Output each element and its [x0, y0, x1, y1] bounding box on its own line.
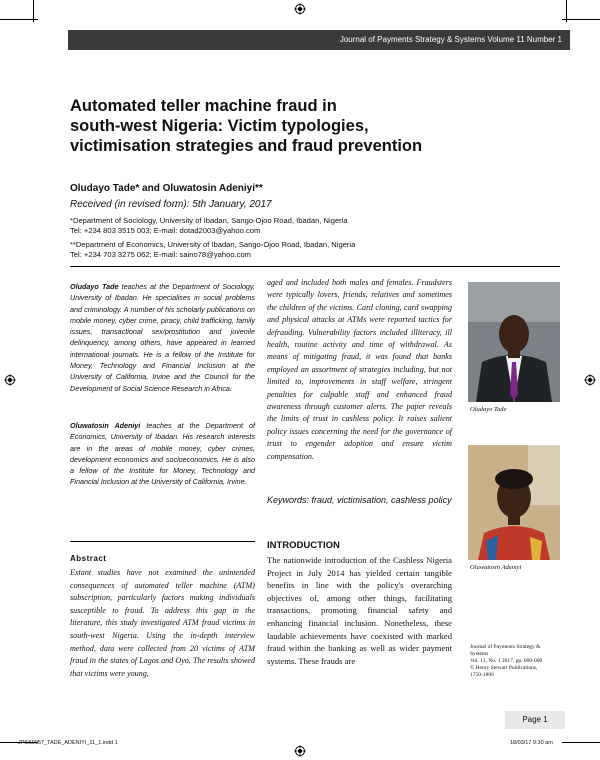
- bio-text: teaches at the Department of Sociology, University of Ibadan. He specialises in social problems and criminology. A number of his scholarly publications on mobile money, cyber crime, piracy, child trafficking, family issues, transactional sex/prostitution and juvenile delinquency, among others, have appeared in learned international journals. He is a fellow of the Institute for Money, Technology and Financial Inclusion at the University of California, Irvine and the Council for the Development of Social Science Research in Africa.: [70, 282, 255, 393]
- received-date: Received (in revised form): 5th January, 2017: [70, 199, 272, 210]
- portrait-illustration: [468, 445, 560, 560]
- affiliation-contact: Tel: +234 703 3275 062; E-mail: saino78@yahoo.com: [70, 250, 252, 259]
- abstract-text: Extant studies have not examined the unintended consequences of automated teller machine (ATM) subscription, particularly factors making individuals susceptible to fraud. To address this gap in the literature, this study investigated ATM fraud victims in south-west Nigeria. Using the in-depth interview method, data were collected from 20 victims of ATM fraud in the states of Lagos and Oyo. The results showed that victims were young,: [70, 568, 255, 678]
- crop-mark: [562, 742, 600, 743]
- affiliation-contact: Tel: +234 803 3515 003; E-mail: dotad2003@yahoo.com: [70, 226, 261, 235]
- journal-info-line: 1750-1806: [470, 672, 494, 678]
- affiliation-address: *Department of Sociology, University of Ibadan, Sango-Ojoo Road, Ibadan, Nigeria: [70, 216, 348, 225]
- registration-mark-icon: [294, 3, 306, 15]
- paper-title: [70, 96, 490, 156]
- journal-info: [470, 644, 560, 679]
- abstract-heading: Abstract: [70, 554, 107, 563]
- bio-name: Oluwatosin Adeniyi: [70, 421, 141, 430]
- authors: Oludayo Tade* and Oluwatosin Adeniyi**: [70, 183, 263, 194]
- registration-mark-icon: [294, 745, 306, 757]
- divider: [70, 541, 255, 542]
- bio-text: teaches at the Department of Economics, University of Ibadan. His research interests are in the areas of mobile money, cyber crimes, development economics and socioeconomics. He is also a fellow of the Institute for Money, Technology and Financial Inclusion at the University of California, Irvine.: [70, 421, 255, 487]
- author-bio-2: [70, 420, 255, 488]
- keywords: Keywords: fraud, victimisation, cashless policy: [267, 495, 452, 505]
- page-number: Page 1: [505, 711, 565, 729]
- intro-text: The nationwide introduction of the Cashless Nigeria Project in July 2014 has yielded certain tangible benefits in line with the policy's overarching objectives of, among other things, facilitating transactions, promoting financial safety and enhancing financial inclusion. Nonetheless, these laudable achievements have coexisted with marked fraud within the banking as well as wider payment systems. These frauds are: [267, 555, 452, 666]
- photo-caption: Oluwatosin Adeniyi: [470, 564, 522, 571]
- affiliation-1: [70, 216, 490, 236]
- title-line: south-west Nigeria: Victim typologies,: [70, 117, 369, 135]
- divider: [70, 266, 560, 267]
- crop-mark: [566, 0, 567, 22]
- affiliation-address: **Department of Economics, University of Ibadan, Sango-Ojoo Road, Ibadan, Nigeria: [70, 240, 356, 249]
- registration-mark-icon: [584, 374, 596, 386]
- journal-info-line: Systems: [470, 651, 489, 657]
- journal-header: Journal of Payments Strategy & Systems Volume 11 Number 1: [68, 30, 570, 50]
- author-bio-1: [70, 281, 255, 394]
- bio-name: Oludayo Tade: [70, 282, 119, 291]
- title-line: Automated teller machine fraud in: [70, 97, 337, 115]
- abstract-text-continued: aged and included both males and females. Fraudsters were typically lovers, friends, relatives and sometimes the children of the victims. Card cloning, card swapping and physical attacks at ATMs were reported tactics for defrauding. Vulnerability factors included illiteracy, ill health, routine activity and time of withdrawal. As means of mitigating fraud, it was found that banks employed an assortment of strategies including, but not limited to, improvements in staff welfare, stringent penalties for culpable staff and enhanced fraud awareness through customer alerts. The paper reveals the limits of trust in cashless policy. It raises salient policy issues concerning the need for the governance of trust to engender adoption and ensure victim compensation.: [267, 278, 452, 461]
- journal-info-line: © Henry Stewart Publications,: [470, 665, 538, 671]
- journal-info-line: Journal of Payments Strategy &: [470, 644, 541, 650]
- crop-mark: [33, 0, 34, 22]
- file-slug: JPSS0057_TADE_ADENIYI_11_1.indd 1: [18, 740, 118, 746]
- print-timestamp: 18/03/17 9:30 am: [510, 740, 553, 746]
- portrait-illustration: [468, 282, 560, 402]
- journal-info-line: Vol. 11, No. 1 2017, pp. 000-000: [470, 658, 543, 664]
- title-line: victimisation strategies and fraud prevention: [70, 137, 423, 155]
- crop-mark: [562, 19, 600, 20]
- photo-caption: Oludayo Tade: [470, 406, 507, 413]
- affiliation-2: [70, 240, 490, 260]
- intro-heading: INTRODUCTION: [267, 540, 340, 551]
- author-photo: [468, 282, 560, 402]
- author-photo: [468, 445, 560, 560]
- registration-mark-icon: [4, 374, 16, 386]
